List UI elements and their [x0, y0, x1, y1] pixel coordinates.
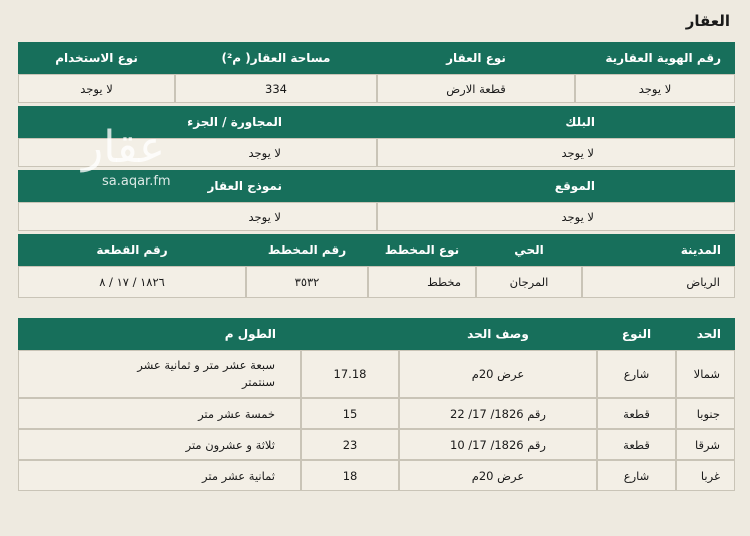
- header-location: الموقع: [377, 170, 735, 202]
- header-boundary-type: النوع: [597, 318, 676, 350]
- property-table: [18, 42, 735, 103]
- boundary-description: رقم 1826/ 17/ 22: [399, 398, 597, 429]
- value-city: الرياض: [582, 266, 735, 298]
- header-plan-number: رقم المخطط: [246, 234, 368, 266]
- aqar-logo-watermark: عقار: [82, 122, 166, 173]
- header-length: الطول م: [18, 318, 301, 350]
- boundary-type: شارع: [597, 460, 676, 491]
- boundary-direction: جنوبا: [676, 398, 735, 429]
- header-property-area: مساحة العقار( م²): [175, 42, 377, 74]
- boundary-length-number: 23: [301, 429, 399, 460]
- page-title: العقار: [685, 12, 730, 30]
- value-plan-number: ٣٥٣٢: [246, 266, 368, 298]
- boundary-direction: غربا: [676, 460, 735, 491]
- value-usage-type: لا يوجد: [18, 74, 175, 103]
- boundary-length-text: خمسة عشر متر: [18, 398, 301, 429]
- header-boundary: الحد: [676, 318, 735, 350]
- header-district: الحي: [476, 234, 582, 266]
- boundary-length-number: 17.18: [301, 350, 399, 398]
- plan-table: [18, 234, 735, 298]
- boundary-type: قطعة: [597, 398, 676, 429]
- header-usage-type: نوع الاستخدام: [18, 42, 175, 74]
- header-property-model: نموذج العقار: [18, 170, 377, 202]
- boundary-length-number: 15: [301, 398, 399, 429]
- value-property-type: قطعة الارض: [377, 74, 575, 103]
- boundary-type: شارع: [597, 350, 676, 398]
- value-neighborhood-part: لا يوجد: [18, 138, 377, 167]
- boundaries-table: [18, 318, 735, 491]
- boundary-type: قطعة: [597, 429, 676, 460]
- header-block: البلك: [377, 106, 735, 138]
- header-plot-number: رقم القطعة: [18, 234, 246, 266]
- header-boundary-length-number: [301, 318, 399, 350]
- boundary-direction: شرقا: [676, 429, 735, 460]
- block-table: [18, 106, 735, 167]
- boundary-length-text: ثمانية عشر متر: [18, 460, 301, 491]
- value-plan-type: مخطط: [368, 266, 476, 298]
- boundary-length-number: 18: [301, 460, 399, 491]
- header-property-id: رقم الهوية العقارية: [575, 42, 735, 74]
- boundary-description: عرض 20م: [399, 460, 597, 491]
- value-property-model: لا يوجد: [18, 202, 377, 231]
- header-property-type: نوع العقار: [377, 42, 575, 74]
- value-location: لا يوجد: [377, 202, 735, 231]
- boundary-direction: شمالا: [676, 350, 735, 398]
- boundary-description: رقم 1826/ 17/ 10: [399, 429, 597, 460]
- header-city: المدينة: [582, 234, 735, 266]
- boundary-description: عرض 20م: [399, 350, 597, 398]
- value-block: لا يوجد: [377, 138, 735, 167]
- boundary-length-text: ثلاثة و عشرون متر: [18, 429, 301, 460]
- value-property-id: لا يوجد: [575, 74, 735, 103]
- value-property-area: 334: [175, 74, 377, 103]
- header-neighborhood-part: المجاورة / الجزء: [18, 106, 377, 138]
- boundary-length-text: سبعة عشر متر و ثمانية عشر سنتمتر: [18, 350, 301, 398]
- value-plot-number: ١٨٢٦ / ١٧ / ٨: [18, 266, 246, 298]
- location-table: [18, 170, 735, 231]
- header-boundary-description: وصف الحد: [399, 318, 597, 350]
- value-district: المرجان: [476, 266, 582, 298]
- watermark-url: sa.aqar.fm: [102, 174, 171, 189]
- header-plan-type: نوع المخطط: [368, 234, 476, 266]
